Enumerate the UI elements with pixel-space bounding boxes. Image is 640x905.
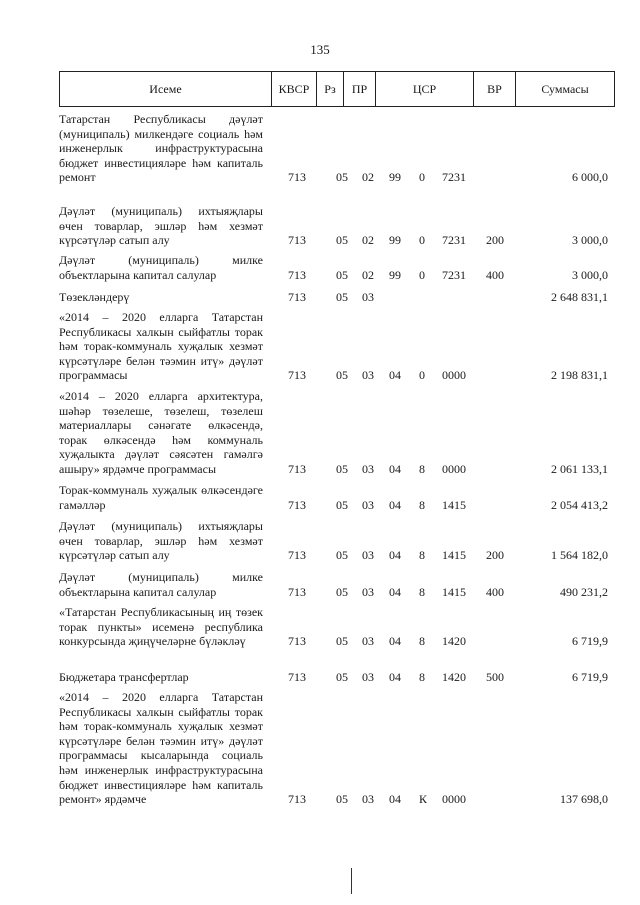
row-kvsr: 713 bbox=[288, 290, 306, 304]
row-sum: 1 564 182,0 bbox=[551, 548, 608, 563]
table-header bbox=[59, 71, 615, 107]
row-name: «2014 – 2020 елларга Татарстан Республикасы халкын сыйфатлы торак һәм торак-коммуналь хуҗалык хезмәт күрсәтүләре белән тәэмин итү» дәүләт программасы кысаларында социаль һәм инженерлык инфраструктурасына бюджет инвестицияләре һәм капиталь ремонт» ярдәмче bbox=[59, 690, 263, 807]
row-sp: 8 bbox=[419, 634, 425, 649]
row-sp: 8 bbox=[419, 461, 425, 476]
row-kvsr: 713 bbox=[288, 233, 306, 248]
row-vr: 200 bbox=[486, 233, 504, 248]
row-num: 0000 bbox=[442, 461, 466, 476]
row-sum: 6 719,9 bbox=[572, 670, 608, 684]
row-sp: 0 bbox=[419, 170, 425, 185]
row-rz: 05 bbox=[336, 368, 348, 383]
row-sp: 0 bbox=[419, 368, 425, 383]
table-row bbox=[59, 570, 615, 599]
row-num: 7231 bbox=[442, 170, 466, 185]
row-sp: 8 bbox=[419, 497, 425, 512]
row-kvsr: 713 bbox=[288, 497, 306, 512]
row-name: «Татарстан Республикасының иң төзек торак пункты» исеменә республика конкурсында җиңүчеләрне бүләкләү bbox=[59, 605, 263, 649]
row-gp: 04 bbox=[389, 548, 401, 563]
table-row bbox=[59, 605, 615, 649]
row-rz: 05 bbox=[336, 634, 348, 649]
row-sum: 490 231,2 bbox=[560, 584, 608, 599]
table-row bbox=[59, 112, 615, 185]
row-rz: 05 bbox=[336, 290, 348, 304]
row-rz: 05 bbox=[336, 233, 348, 248]
row-pr: 02 bbox=[362, 267, 374, 282]
row-kvsr: 713 bbox=[288, 170, 306, 185]
row-sum: 2 054 413,2 bbox=[551, 497, 608, 512]
row-kvsr: 713 bbox=[288, 267, 306, 282]
row-kvsr: 713 bbox=[288, 584, 306, 599]
row-num: 7231 bbox=[442, 267, 466, 282]
row-name: «2014 – 2020 елларга Татарстан Республикасы халкын сыйфатлы торак һәм торак-коммуналь хуҗалык хезмәт күрсәтүләре белән тәэмин итү» дәүләт программасы bbox=[59, 310, 263, 383]
row-gp: 99 bbox=[389, 267, 401, 282]
row-sum: 2 061 133,1 bbox=[551, 461, 608, 476]
header-vr: ВР bbox=[474, 72, 516, 106]
row-rz: 05 bbox=[336, 170, 348, 185]
row-pr: 03 bbox=[362, 792, 374, 807]
row-num: 0000 bbox=[442, 792, 466, 807]
row-gp: 99 bbox=[389, 170, 401, 185]
row-num: 1415 bbox=[442, 584, 466, 599]
row-sp: 8 bbox=[419, 670, 425, 684]
table-row bbox=[59, 519, 615, 563]
table-row bbox=[59, 290, 615, 305]
header-csr: ЦСР bbox=[376, 72, 474, 106]
header-rz: Рз bbox=[317, 72, 344, 106]
page-number: 135 bbox=[310, 42, 330, 57]
row-num: 7231 bbox=[442, 233, 466, 248]
row-gp: 04 bbox=[389, 670, 401, 684]
table-row bbox=[59, 204, 615, 248]
row-vr: 400 bbox=[486, 584, 504, 599]
row-name: Дәүләт (муниципаль) милке объектларына капитал салулар bbox=[59, 253, 263, 282]
row-gp: 04 bbox=[389, 584, 401, 599]
row-pr: 03 bbox=[362, 497, 374, 512]
row-rz: 05 bbox=[336, 584, 348, 599]
row-kvsr: 713 bbox=[288, 792, 306, 807]
row-sum: 3 000,0 bbox=[572, 267, 608, 282]
row-num: 1415 bbox=[442, 497, 466, 512]
row-sum: 6 719,9 bbox=[572, 634, 608, 649]
row-sum: 3 000,0 bbox=[572, 233, 608, 248]
row-sum: 6 000,0 bbox=[572, 170, 608, 185]
row-pr: 03 bbox=[362, 368, 374, 383]
table-row bbox=[59, 310, 615, 383]
row-rz: 05 bbox=[336, 267, 348, 282]
row-name: Татарстан Республикасы дәүләт (муниципаль) милкендәге социаль һәм инженерлык инфраструктурасына бюджет инвестицияләре һәм капиталь ремонт bbox=[59, 112, 263, 185]
row-name: Дәүләт (муниципаль) ихтыяҗлары өчен товарлар, эшләр һәм хезмәт күрсәтүләр сатып алу bbox=[59, 519, 263, 563]
page-edge-mark bbox=[351, 868, 352, 894]
row-sum: 137 698,0 bbox=[560, 792, 608, 807]
row-sp: К bbox=[419, 792, 428, 807]
table-row bbox=[59, 690, 615, 807]
row-num: 0000 bbox=[442, 368, 466, 383]
row-num: 1420 bbox=[442, 670, 466, 684]
row-vr: 400 bbox=[486, 267, 504, 282]
row-gp: 99 bbox=[389, 233, 401, 248]
row-sp: 0 bbox=[419, 267, 425, 282]
row-kvsr: 713 bbox=[288, 461, 306, 476]
row-num: 1420 bbox=[442, 634, 466, 649]
row-gp: 04 bbox=[389, 368, 401, 383]
row-pr: 02 bbox=[362, 170, 374, 185]
row-pr: 03 bbox=[362, 548, 374, 563]
row-rz: 05 bbox=[336, 792, 348, 807]
row-kvsr: 713 bbox=[288, 368, 306, 383]
row-pr: 03 bbox=[362, 461, 374, 476]
row-sp: 8 bbox=[419, 584, 425, 599]
row-pr: 03 bbox=[362, 670, 374, 684]
header-sum: Суммасы bbox=[541, 81, 589, 96]
row-name: Төзекләндерү bbox=[59, 290, 130, 304]
row-sp: 8 bbox=[419, 548, 425, 563]
row-rz: 05 bbox=[336, 497, 348, 512]
row-pr: 03 bbox=[362, 584, 374, 599]
row-kvsr: 713 bbox=[288, 670, 306, 684]
row-pr: 02 bbox=[362, 233, 374, 248]
row-gp: 04 bbox=[389, 461, 401, 476]
row-kvsr: 713 bbox=[288, 548, 306, 563]
row-name: Торак-коммуналь хуҗалык өлкәсендәге гамәлләр bbox=[59, 483, 263, 512]
row-name: «2014 – 2020 елларга архитектура, шәһәр төзелеше, төзелеш, төзелеш материаллары сәнәгате өлкәсендә, торак өлкәсендә һәм коммуналь хуҗалыкта дәүләт сәясәтен гамәлгә ашыру» ярдәмче программасы bbox=[59, 389, 263, 476]
table-row bbox=[59, 253, 615, 282]
row-gp: 04 bbox=[389, 634, 401, 649]
row-pr: 03 bbox=[362, 634, 374, 649]
row-sum: 2 198 831,1 bbox=[551, 368, 608, 383]
row-name: Дәүләт (муниципаль) ихтыяҗлары өчен товарлар, эшләр һәм хезмәт күрсәтүләр сатып алу bbox=[59, 204, 263, 248]
row-vr: 200 bbox=[486, 548, 504, 563]
header-name: Исеме bbox=[60, 72, 272, 106]
table-row bbox=[59, 670, 615, 685]
table-row bbox=[59, 389, 615, 477]
row-sum: 2 648 831,1 bbox=[551, 290, 608, 304]
header-kvsr: КВСР bbox=[272, 72, 317, 106]
row-pr: 03 bbox=[362, 290, 374, 304]
row-gp: 04 bbox=[389, 792, 401, 807]
row-rz: 05 bbox=[336, 461, 348, 476]
row-kvsr: 713 bbox=[288, 634, 306, 649]
row-vr: 500 bbox=[486, 670, 504, 684]
header-pr: ПР bbox=[344, 72, 376, 106]
row-gp: 04 bbox=[389, 497, 401, 512]
row-name: Дәүләт (муниципаль) милке объектларына капитал салулар bbox=[59, 570, 263, 599]
row-rz: 05 bbox=[336, 670, 348, 684]
row-num: 1415 bbox=[442, 548, 466, 563]
row-rz: 05 bbox=[336, 548, 348, 563]
table-row bbox=[59, 483, 615, 512]
row-sp: 0 bbox=[419, 233, 425, 248]
row-name: Бюджетара трансфертлар bbox=[59, 670, 189, 684]
